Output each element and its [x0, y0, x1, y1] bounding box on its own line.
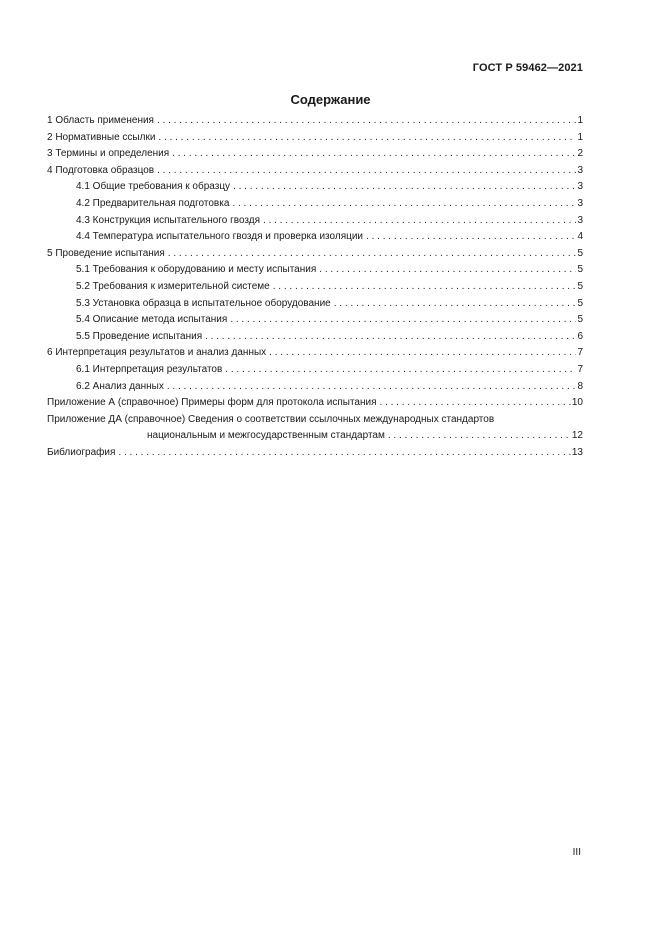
toc-entry-label: Приложение А (справочное) Примеры форм для протокола испытания — [47, 397, 377, 409]
toc-entry[interactable] — [47, 179, 583, 196]
toc-entry-page: 5 — [577, 264, 583, 276]
toc-leader-dots — [273, 279, 577, 296]
toc-entry-label: 2 Нормативные ссылки — [47, 131, 156, 143]
toc-leader-dots — [263, 213, 576, 230]
toc-entry[interactable] — [47, 296, 583, 313]
table-of-contents — [47, 113, 583, 461]
toc-title: Содержание — [290, 92, 371, 107]
toc-entry-page: 5 — [577, 314, 583, 326]
toc-entry-label: 4.2 Предварительная подготовка — [76, 197, 230, 209]
toc-entry[interactable] — [47, 246, 583, 263]
toc-entry-page: 7 — [577, 347, 583, 359]
toc-entry-annex-da[interactable] — [47, 412, 583, 445]
toc-leader-dots — [230, 312, 576, 329]
toc-entry[interactable] — [47, 395, 583, 412]
toc-leader-dots — [157, 163, 576, 180]
toc-entry-label: 4 Подготовка образцов — [47, 164, 155, 176]
toc-entry[interactable] — [47, 113, 583, 130]
toc-entry[interactable] — [47, 262, 583, 279]
toc-entry-page: 4 — [577, 231, 583, 243]
toc-entry[interactable] — [47, 213, 583, 230]
toc-entry[interactable] — [47, 379, 583, 396]
toc-entry-label-continued: национальным и межгосударственным стандартам — [147, 430, 385, 442]
toc-entry-page: 3 — [577, 181, 583, 193]
toc-entry-page: 13 — [571, 446, 583, 458]
toc-leader-dots — [225, 362, 576, 379]
toc-entry-page: 2 — [577, 148, 583, 160]
toc-entry-label: 5 Проведение испытания — [47, 247, 165, 259]
toc-entry-label: 6.2 Анализ данных — [76, 380, 164, 392]
toc-entry-page: 1 — [577, 115, 583, 126]
toc-entry-label: 5.1 Требования к оборудованию и месту испытания — [76, 264, 317, 276]
toc-leader-dots — [205, 329, 576, 346]
toc-leader-dots — [319, 262, 576, 279]
toc-entry-page: 3 — [577, 214, 583, 226]
page-number: III — [572, 847, 581, 858]
toc-leader-dots — [380, 395, 571, 412]
toc-entry[interactable] — [47, 196, 583, 213]
toc-entry-label: 3 Термины и определения — [47, 148, 170, 160]
toc-leader-dots — [172, 146, 576, 163]
toc-entry-label: 4.3 Конструкция испытательного гвоздя — [76, 214, 261, 226]
toc-entry-bibliography[interactable] — [47, 445, 583, 462]
toc-entry[interactable] — [47, 362, 583, 379]
toc-entry-page: 3 — [577, 164, 583, 176]
toc-entry-page: 5 — [577, 247, 583, 259]
toc-leader-dots — [168, 246, 577, 263]
toc-leader-dots — [269, 345, 576, 362]
toc-entry-page: 6 — [577, 330, 583, 342]
toc-entry[interactable] — [47, 146, 583, 163]
document-code: ГОСТ Р 59462—2021 — [472, 62, 583, 74]
toc-leader-dots — [158, 130, 576, 147]
toc-entry-label: Библиография — [47, 446, 116, 458]
toc-leader-dots — [157, 113, 576, 130]
toc-leader-dots — [118, 445, 570, 462]
toc-leader-dots — [388, 428, 571, 445]
toc-entry-label: 4.4 Температура испытательного гвоздя и проверка изоляции — [76, 231, 364, 243]
toc-entry-page: 1 — [577, 131, 583, 143]
toc-entry-label: 6 Интерпретация результатов и анализ данных — [47, 347, 267, 359]
toc-entry[interactable] — [47, 312, 583, 329]
toc-leader-dots — [167, 379, 577, 396]
toc-entry-label: 5.2 Требования к измерительной системе — [76, 280, 270, 292]
toc-entry[interactable] — [47, 229, 583, 246]
toc-entry-label: 6.1 Интерпретация результатов — [76, 363, 223, 375]
toc-entry-label: 4.1 Общие требования к образцу — [76, 181, 231, 193]
toc-entry-label: 1 Область применения — [47, 115, 154, 126]
toc-entry-label: Приложение ДА (справочное) Сведения о соответствии ссылочных международных стандартов — [47, 413, 495, 425]
toc-entry[interactable] — [47, 345, 583, 362]
toc-entry-label: 5.5 Проведение испытания — [76, 330, 203, 342]
toc-entry-page: 3 — [577, 197, 583, 209]
toc-entry-page: 8 — [577, 380, 583, 392]
toc-entry-page: 7 — [577, 363, 583, 375]
toc-entries — [47, 113, 583, 412]
toc-entry[interactable] — [47, 130, 583, 147]
toc-leader-dots — [232, 196, 576, 213]
toc-leader-dots — [233, 179, 576, 196]
toc-entry-page: 5 — [577, 280, 583, 292]
toc-entry[interactable] — [47, 163, 583, 180]
toc-entry[interactable] — [47, 279, 583, 296]
toc-entry-label: 5.4 Описание метода испытания — [76, 314, 228, 326]
toc-leader-dots — [366, 229, 576, 246]
toc-leader-dots — [334, 296, 577, 313]
toc-entry-page: 5 — [577, 297, 583, 309]
toc-entry[interactable] — [47, 329, 583, 346]
toc-entry-page: 12 — [571, 430, 583, 442]
toc-entry-page: 10 — [571, 397, 583, 409]
toc-entry-label: 5.3 Установка образца в испытательное оборудование — [76, 297, 331, 309]
